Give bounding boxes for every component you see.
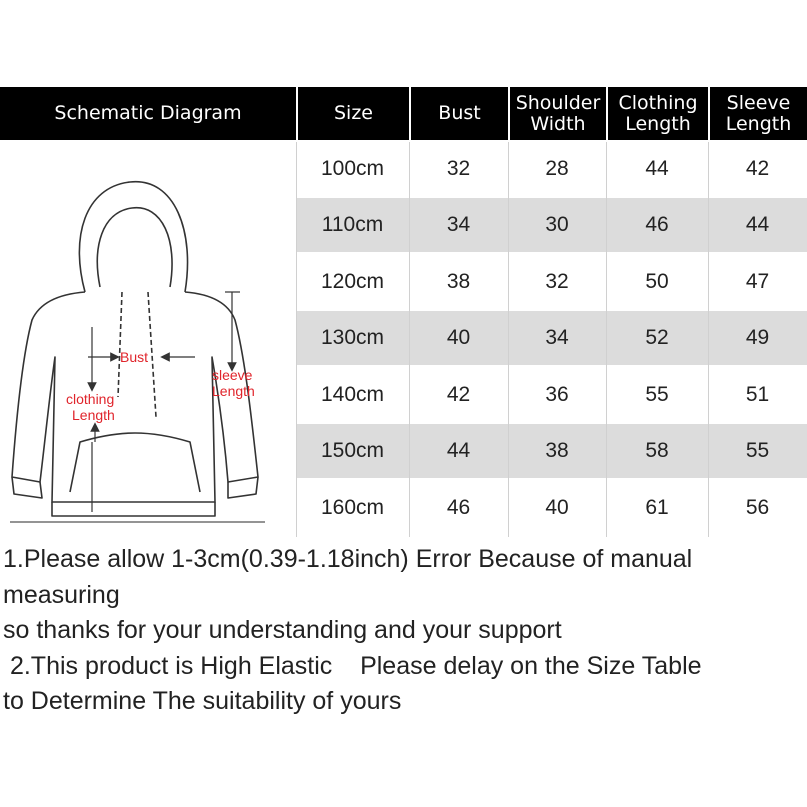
cell-clothing: 58 bbox=[645, 439, 669, 462]
header-size: Size bbox=[333, 102, 373, 124]
cell-clothing: 61 bbox=[645, 496, 669, 519]
cell-shoulder: 34 bbox=[545, 326, 569, 349]
header-shoulder-line2: Width bbox=[530, 112, 586, 135]
cell-shoulder: 38 bbox=[545, 439, 569, 462]
column-divider bbox=[296, 142, 297, 537]
header-schematic-diagram: Schematic Diagram bbox=[54, 102, 242, 124]
diagram-label-clothing: clothing bbox=[66, 391, 115, 407]
header-sleeve-line2: Length bbox=[725, 112, 792, 135]
cell-sleeve: 55 bbox=[745, 439, 770, 462]
cell-clothing: 55 bbox=[645, 383, 669, 406]
diagram-label-bust: Bust bbox=[120, 349, 149, 365]
table-row bbox=[296, 255, 807, 309]
cell-bust: 46 bbox=[446, 496, 471, 519]
cell-sleeve: 44 bbox=[745, 213, 770, 236]
header-bust: Bust bbox=[438, 102, 481, 124]
column-divider bbox=[409, 142, 410, 537]
note-line: measuring bbox=[3, 580, 120, 609]
cell-bust: 38 bbox=[446, 270, 471, 293]
cell-clothing: 50 bbox=[645, 270, 669, 293]
table-row bbox=[296, 198, 807, 252]
cell-shoulder: 36 bbox=[545, 383, 569, 406]
header-sleeve-line1: Sleeve bbox=[726, 91, 791, 114]
cell-sleeve: 42 bbox=[745, 157, 770, 180]
note-line: to Determine The suitability of yours bbox=[3, 687, 402, 715]
header-shoulder-line1: Shoulder bbox=[515, 91, 601, 114]
table-row bbox=[296, 142, 807, 196]
cell-size: 130cm bbox=[320, 326, 385, 349]
note-line: 2.This product is High Elastic Please delay on the Size Table bbox=[3, 651, 702, 680]
column-divider bbox=[508, 142, 509, 537]
cell-size: 150cm bbox=[320, 439, 385, 462]
header-shoulder-width bbox=[510, 87, 606, 140]
cell-size: 120cm bbox=[320, 270, 385, 293]
cell-shoulder: 28 bbox=[545, 157, 569, 180]
table-row bbox=[296, 311, 807, 365]
cell-bust: 42 bbox=[446, 383, 471, 406]
cell-bust: 32 bbox=[446, 157, 471, 180]
header-clothing-length bbox=[608, 87, 708, 140]
cell-shoulder: 32 bbox=[545, 270, 569, 293]
cell-bust: 34 bbox=[446, 213, 471, 236]
table-row bbox=[296, 481, 807, 535]
cell-sleeve: 49 bbox=[745, 326, 770, 349]
header-sleeve-length bbox=[710, 87, 807, 140]
cell-clothing: 44 bbox=[645, 157, 669, 180]
diagram-label-sleeve-length: Length bbox=[212, 383, 255, 399]
note-line: so thanks for your understanding and your support bbox=[3, 616, 562, 644]
column-divider bbox=[708, 142, 709, 537]
size-notes bbox=[3, 542, 803, 720]
cell-shoulder: 40 bbox=[545, 496, 569, 519]
cell-bust: 44 bbox=[446, 439, 471, 462]
diagram-label-clothing-length: Length bbox=[72, 407, 115, 423]
cell-size: 140cm bbox=[320, 383, 385, 406]
schematic-diagram bbox=[0, 142, 296, 537]
cell-sleeve: 47 bbox=[745, 270, 770, 293]
header-clothing-line1: Clothing bbox=[618, 91, 698, 114]
cell-shoulder: 30 bbox=[545, 213, 569, 236]
cell-size: 110cm bbox=[321, 213, 384, 236]
diagram-label-sleeve: sleeve bbox=[212, 367, 253, 383]
cell-size: 160cm bbox=[320, 496, 385, 519]
cell-bust: 40 bbox=[446, 326, 471, 349]
hoodie-drawing bbox=[0, 142, 296, 537]
size-table-header bbox=[0, 87, 807, 140]
column-divider bbox=[606, 142, 607, 537]
cell-sleeve: 51 bbox=[745, 383, 770, 406]
cell-clothing: 52 bbox=[645, 326, 669, 349]
cell-clothing: 46 bbox=[645, 213, 669, 236]
cell-sleeve: 56 bbox=[745, 496, 770, 519]
table-row bbox=[296, 368, 807, 422]
table-row bbox=[296, 424, 807, 478]
cell-size: 100cm bbox=[320, 157, 385, 180]
header-clothing-line2: Length bbox=[625, 112, 691, 135]
note-line: 1.Please allow 1-3cm(0.39-1.18inch) Error Because of manual bbox=[3, 545, 693, 573]
